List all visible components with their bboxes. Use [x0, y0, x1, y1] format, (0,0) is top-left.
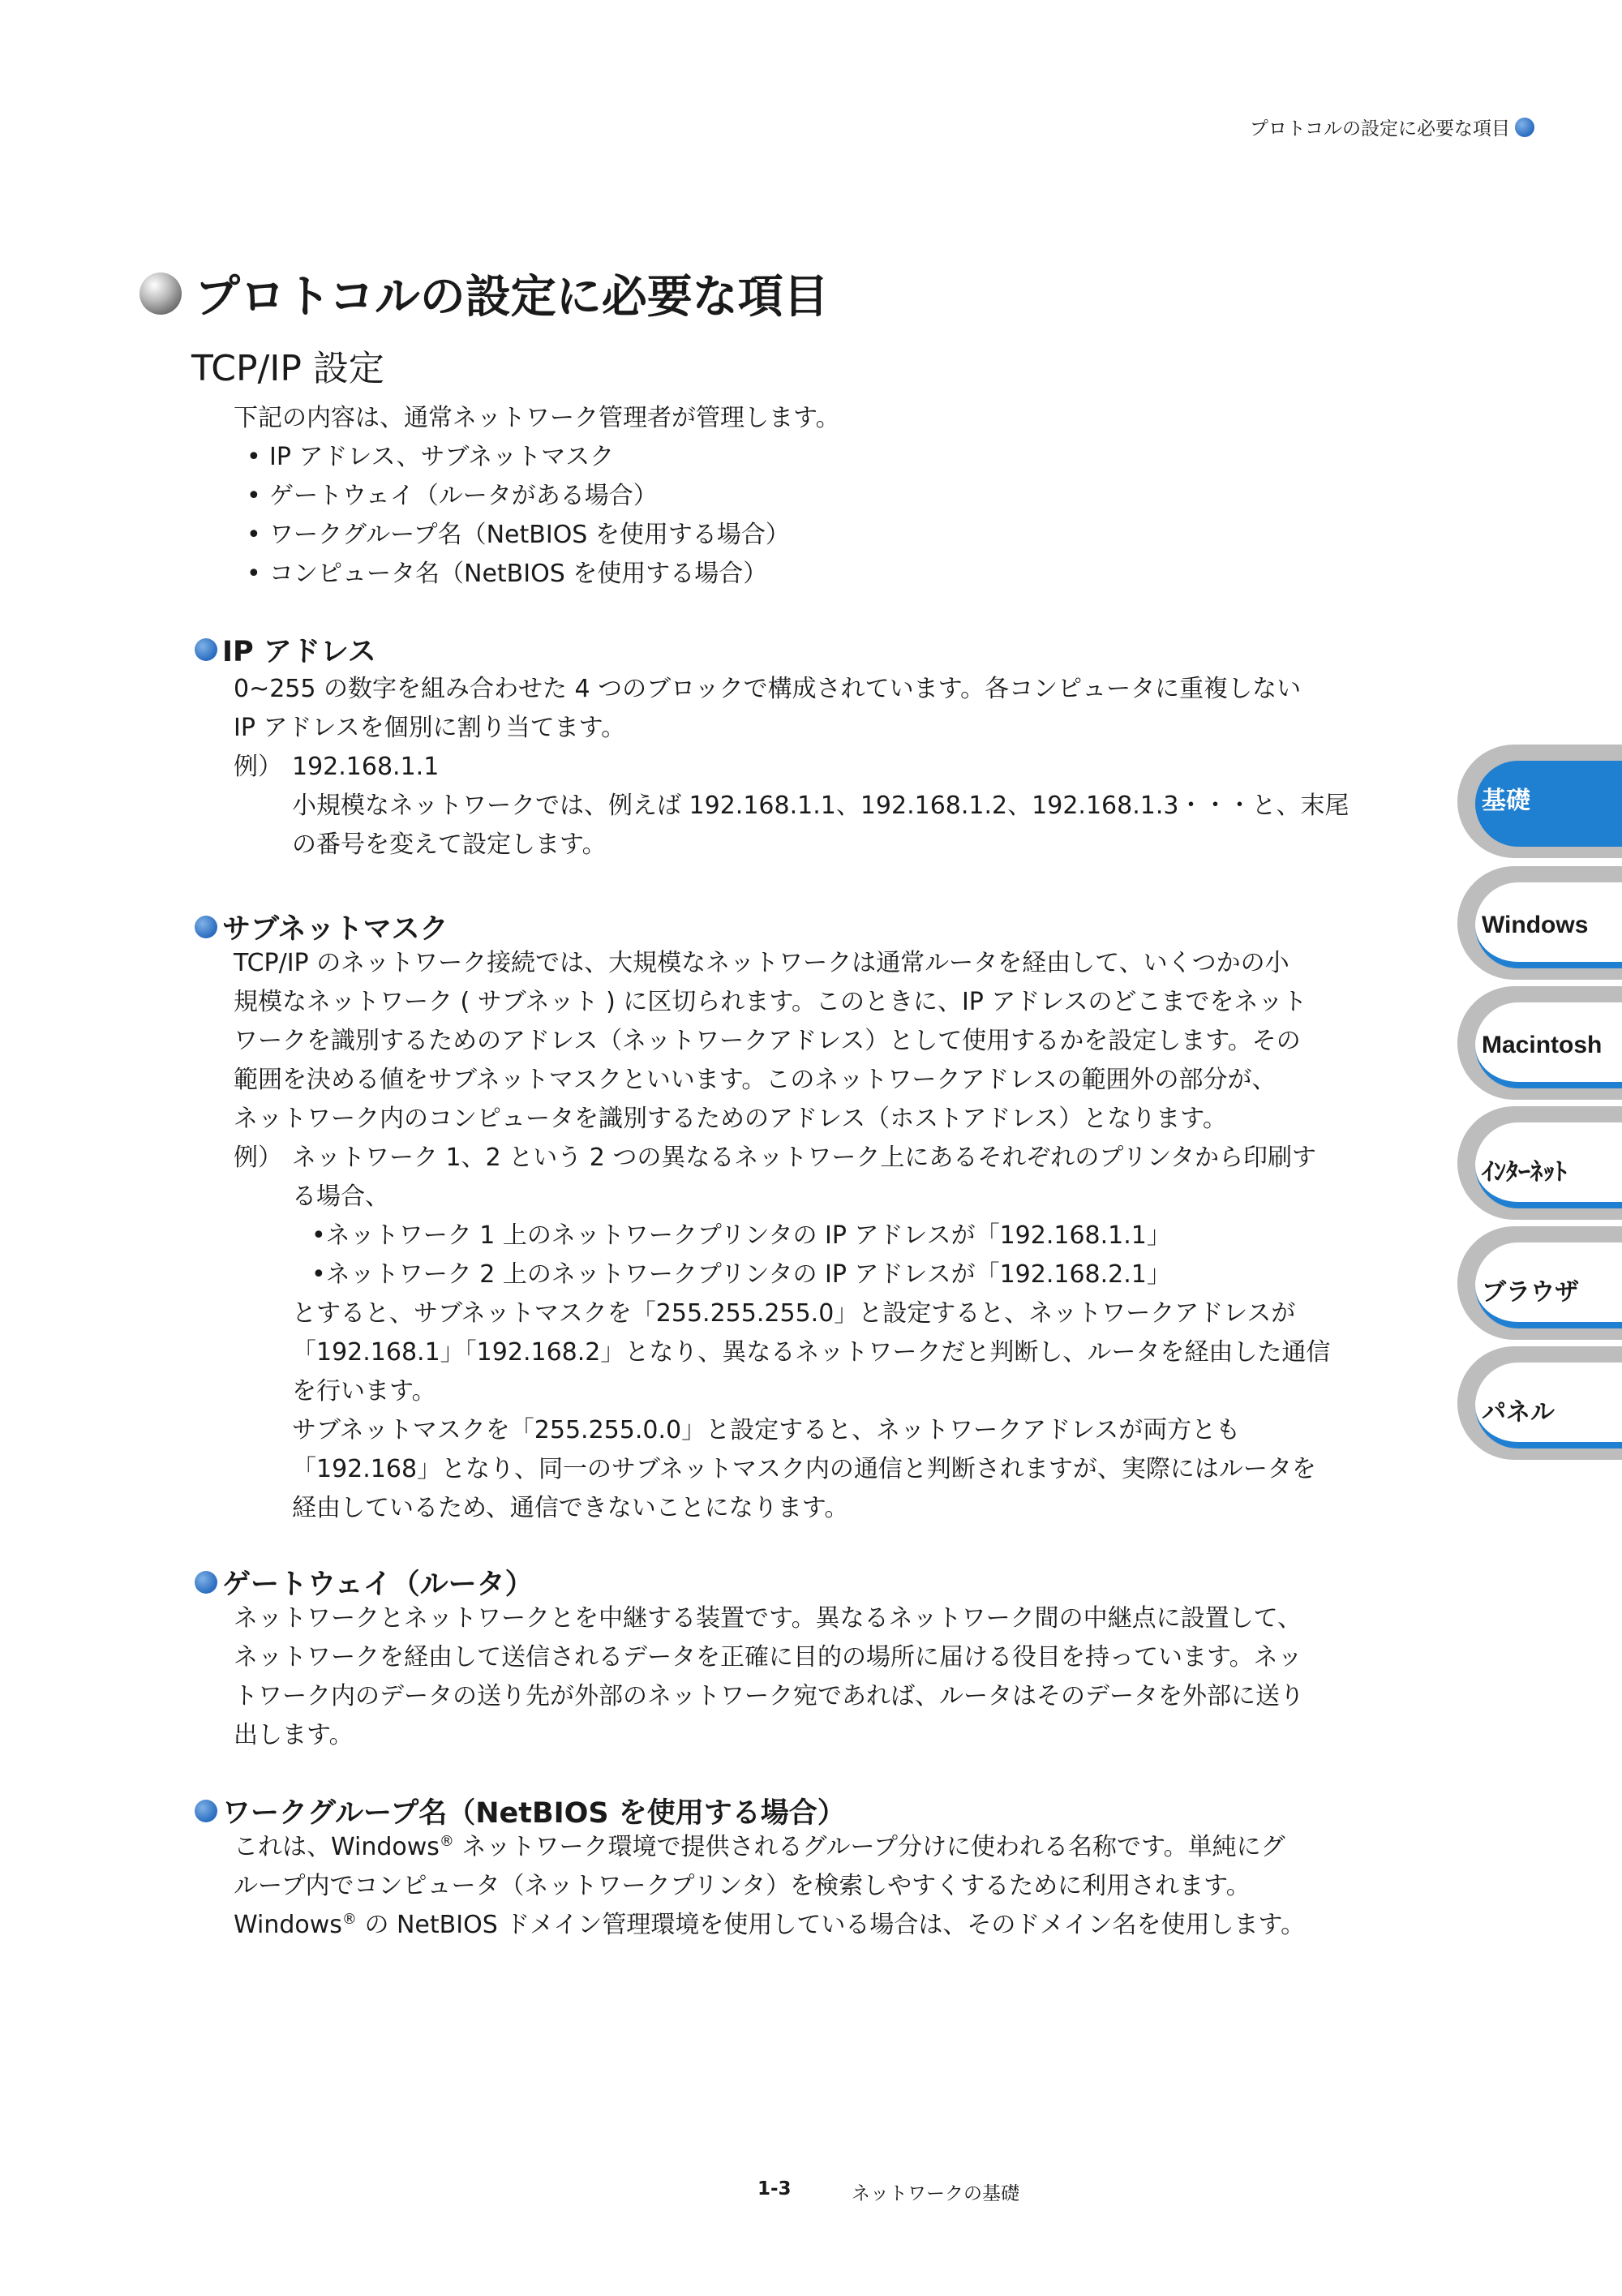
paragraph-line: 0~255 の数字を組み合わせた 4 つのブロックで構成されています。各コンピュータに重複しない	[234, 675, 1302, 703]
subnet-example-label: 例）	[234, 1144, 282, 1172]
paragraph-line: 経由しているため、通信できないことになります。	[292, 1494, 849, 1522]
text-run: Windows	[234, 1911, 342, 1939]
paragraph-line: ネットワーク内のコンピュータを識別するためのアドレス（ホストアドレス）となります。	[234, 1105, 1227, 1133]
text-run: ネットワーク環境で提供されるグループ分けに使われる名称です。単純にグ	[453, 1833, 1285, 1861]
side-tab-macintosh[interactable]	[1457, 986, 1622, 1100]
subnet-description	[234, 944, 1434, 1139]
gateway-heading-text: ゲートウェイ（ルータ）	[222, 1569, 534, 1601]
paragraph-line: ネットワーク 1、2 という 2 つの異なるネットワーク上にあるそれぞれのプリンタから印刷す	[292, 1144, 1317, 1172]
side-tab-internet[interactable]	[1457, 1106, 1622, 1220]
paragraph-line: 範囲を決める値をサブネットマスクといいます。このネットワークアドレスの範囲外の部分が、	[234, 1066, 1277, 1094]
side-tab-browser[interactable]	[1457, 1226, 1622, 1340]
paragraph-line: サブネットマスクを「255.255.0.0」と設定すると、ネットワークアドレスが両方とも	[292, 1416, 1241, 1444]
paragraph-line: ループ内でコンピュータ（ネットワークプリンタ）を検索しやすくするために利用されます。	[234, 1872, 1251, 1900]
page-title: プロトコルの設定に必要な項目	[195, 271, 829, 324]
paragraph-line: 小規模なネットワークでは、例えば 192.168.1.1、192.168.1.2、192.168.1.3・・・と、末尾	[292, 792, 1350, 820]
tab-label: パネル	[1482, 1399, 1555, 1426]
list-item: • ワークグループ名（NetBIOS を使用する場合）	[247, 516, 840, 555]
list-item: • コンピュータ名（NetBIOS を使用する場合）	[247, 555, 840, 594]
tab-label: ｲﾝﾀｰﾈｯﾄ	[1482, 1159, 1567, 1186]
title-ball-icon	[139, 273, 182, 315]
paragraph-line: 「192.168」となり、同一のサブネットマスク内の通信と判断されますが、実際にはルータを	[292, 1455, 1316, 1483]
text-run: これは、Windows	[234, 1833, 440, 1861]
list-item: • ゲートウェイ（ルータがある場合）	[247, 477, 840, 516]
subnet-example	[292, 1139, 1316, 1217]
registered-mark: ®	[439, 1833, 454, 1850]
paragraph-line: ワークを識別するためのアドレス（ネットワークアドレス）として使用するかを設定します。その	[234, 1027, 1301, 1055]
subnet-example-result	[292, 1294, 1330, 1528]
section-subtitle: TCP/IP 設定	[191, 348, 384, 389]
tab-label: 基礎	[1482, 788, 1530, 814]
bullet-dot-icon	[195, 638, 217, 661]
intro-block	[234, 399, 840, 594]
page-number: 1-3	[757, 2178, 792, 2199]
paragraph-line: IP アドレスを個別に割り当てます。	[234, 714, 626, 742]
paragraph-line: TCP/IP のネットワーク接続では、大規模なネットワークは通常ルータを経由して、いくつかの小	[234, 949, 1289, 977]
subnet-heading	[195, 907, 448, 947]
workgroup-heading-text: ワークグループ名（NetBIOS を使用する場合）	[222, 1797, 846, 1830]
bullet-dot-icon	[195, 916, 217, 938]
ip-example-label: 例）	[234, 753, 282, 781]
paragraph-line: トワーク内のデータの送り先が外部のネットワーク宛であれば、ルータはそのデータを外部に送り	[234, 1682, 1304, 1710]
text-run: の NetBIOS ドメイン管理環境を使用している場合は、そのドメイン名を使用します。	[356, 1911, 1306, 1939]
list-item: • IP アドレス、サブネットマスク	[247, 438, 840, 477]
side-tab-panel[interactable]	[1457, 1346, 1622, 1460]
ip-example	[292, 748, 1349, 865]
subnet-heading-text: サブネットマスク	[222, 913, 448, 946]
side-tab-basics[interactable]	[1457, 745, 1622, 858]
ip-heading	[195, 629, 376, 670]
paragraph-line: 「192.168.1」「192.168.2」となり、異なるネットワークだと判断し、ルータを経由した通信	[292, 1338, 1331, 1367]
workgroup-heading	[195, 1791, 846, 1831]
paragraph-line: 出します。	[234, 1721, 354, 1749]
side-tab-windows[interactable]	[1457, 866, 1622, 980]
bullet-dot-icon	[1515, 118, 1534, 137]
intro-list	[234, 438, 840, 594]
paragraph-line: ネットワークとネットワークとを中継する装置です。異なるネットワーク間の中継点に設置して、	[234, 1604, 1302, 1633]
paragraph-line: とすると、サブネットマスクを「255.255.255.0」と設定すると、ネットワークアドレスが	[292, 1299, 1296, 1328]
running-header-text: プロトコルの設定に必要な項目	[1249, 118, 1510, 139]
tab-label: ブラウザ	[1482, 1279, 1579, 1306]
paragraph-line: る場合、	[292, 1182, 389, 1211]
tab-label: Windows	[1482, 912, 1589, 938]
paragraph-line: 192.168.1.1	[292, 753, 440, 781]
paragraph-line: の番号を変えて設定します。	[292, 830, 607, 859]
paragraph-line	[234, 1906, 1434, 1945]
paragraph-line: を行います。	[292, 1377, 436, 1405]
bullet-dot-icon	[195, 1571, 217, 1594]
ip-description	[234, 670, 1434, 748]
paragraph-line: ネットワークを経由して送信されるデータを正確に目的の場所に届ける役目を持っています。ネッ	[234, 1643, 1302, 1672]
running-header	[1250, 114, 1534, 140]
subnet-example-bullets	[311, 1217, 1171, 1294]
gateway-heading	[195, 1562, 534, 1603]
intro-lead: 下記の内容は、通常ネットワーク管理者が管理します。	[234, 404, 840, 432]
bullet-dot-icon	[195, 1800, 217, 1822]
list-item: •ネットワーク 2 上のネットワークプリンタの IP アドレスが「192.168.2.1」	[311, 1260, 1171, 1289]
gateway-description	[234, 1599, 1434, 1755]
list-item: •ネットワーク 1 上のネットワークプリンタの IP アドレスが「192.168.1.1」	[311, 1221, 1171, 1250]
paragraph-line: 規模なネットワーク ( サブネット ) に区切られます。このときに、IP アドレスのどこまでをネット	[234, 988, 1307, 1016]
ip-heading-text: IP アドレス	[222, 636, 376, 668]
footer-chapter: ネットワークの基礎	[852, 2183, 1019, 2204]
paragraph-line	[234, 1828, 1434, 1867]
registered-mark: ®	[341, 1911, 357, 1928]
tab-label: Macintosh	[1482, 1032, 1603, 1058]
workgroup-description	[234, 1828, 1434, 1945]
